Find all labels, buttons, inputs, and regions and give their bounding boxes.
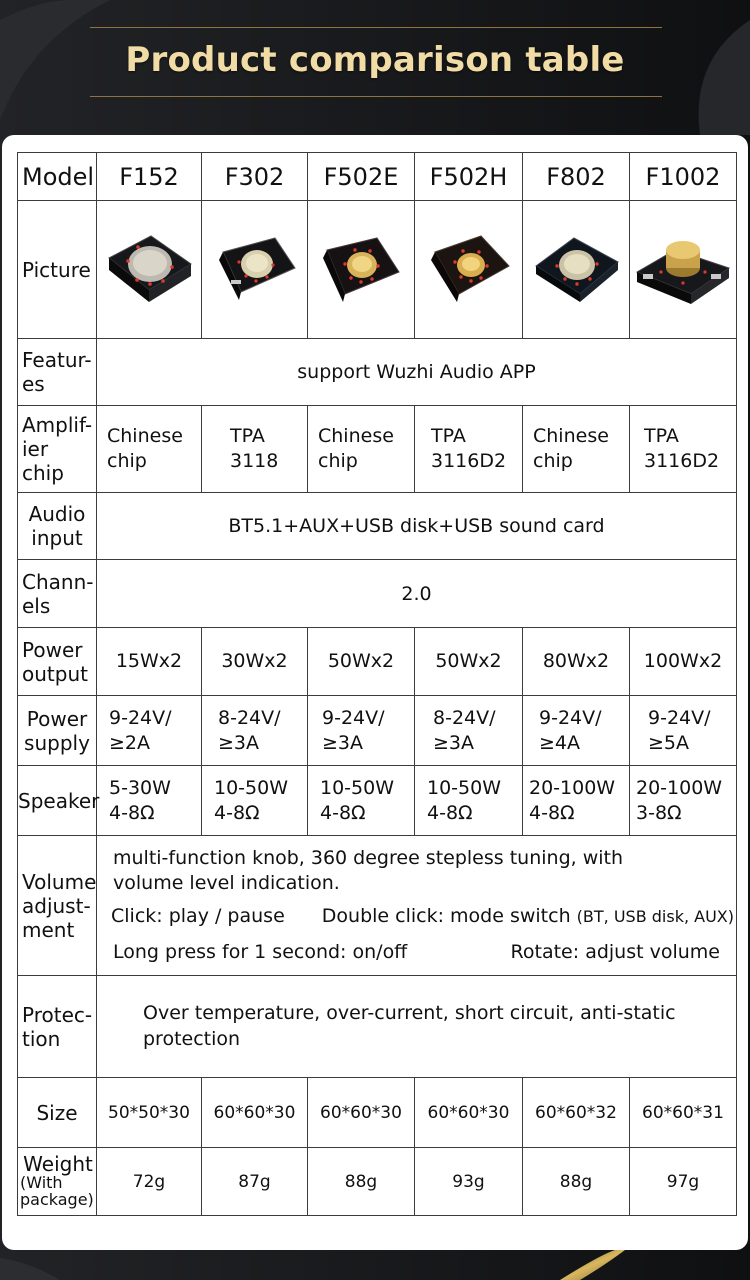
comparison-table	[17, 152, 737, 1216]
amplifier-value: Chinese chip	[308, 406, 415, 493]
amplifier-board-icon	[209, 228, 301, 312]
product-picture	[97, 201, 202, 339]
speaker-value: 10-50W 4-8Ω	[202, 766, 308, 836]
amplifier-value: TPA 3118	[202, 406, 308, 493]
picture-label: Picture	[18, 201, 97, 339]
size-value: 50*50*30	[97, 1078, 202, 1148]
size-value: 60*60*32	[523, 1078, 630, 1148]
features-label: Featur- es	[18, 339, 97, 406]
row-weight	[18, 1148, 737, 1216]
model-name: F802	[523, 153, 630, 201]
speaker-value: 20-100W 4-8Ω	[523, 766, 630, 836]
power-output-value: 30Wx2	[202, 628, 308, 696]
volume-double-click-detail: (BT, USB disk, AUX)	[576, 906, 734, 926]
header-bottom-rule	[90, 96, 662, 97]
power-output-value: 100Wx2	[630, 628, 737, 696]
power-output-label: Power output	[18, 628, 97, 696]
row-volume-adjustment	[18, 836, 737, 976]
volume-click: Click: play / pause	[111, 904, 285, 927]
power-output-value: 50Wx2	[415, 628, 523, 696]
size-label: Size	[18, 1078, 97, 1148]
speaker-value: 10-50W 4-8Ω	[308, 766, 415, 836]
protection-value: Over temperature, over-current, short circuit, anti-static protection	[97, 976, 737, 1078]
power-supply-value: 9-24V/ ≥3A	[308, 696, 415, 766]
comparison-card	[2, 135, 748, 1250]
product-picture	[202, 201, 308, 339]
power-supply-label: Power supply	[18, 696, 97, 766]
weight-value: 97g	[630, 1148, 737, 1216]
model-name: F152	[97, 153, 202, 201]
audio-input-label: Audio input	[18, 493, 97, 560]
amplifier-value: Chinese chip	[97, 406, 202, 493]
amplifier-board-icon	[423, 228, 515, 312]
weight-value: 88g	[308, 1148, 415, 1216]
amplifier-board-icon	[315, 228, 407, 312]
row-power-output	[18, 628, 737, 696]
power-supply-value: 9-24V/ ≥2A	[97, 696, 202, 766]
volume-label: Volume adjust- ment	[18, 836, 97, 976]
speaker-value: 10-50W 4-8Ω	[415, 766, 523, 836]
speaker-value: 20-100W 3-8Ω	[630, 766, 737, 836]
audio-input-value: BT5.1+AUX+USB disk+USB sound card	[97, 493, 737, 560]
model-label: Model	[18, 153, 97, 201]
amplifier-board-icon	[528, 228, 624, 312]
volume-click-row	[111, 904, 734, 929]
row-size	[18, 1078, 737, 1148]
weight-value: 93g	[415, 1148, 523, 1216]
row-picture	[18, 201, 737, 339]
page-header	[0, 0, 750, 135]
model-name: F502H	[415, 153, 523, 201]
volume-double-click-group	[322, 904, 734, 929]
power-supply-value: 8-24V/ ≥3A	[202, 696, 308, 766]
power-supply-value: 8-24V/ ≥3A	[415, 696, 523, 766]
row-model	[18, 153, 737, 201]
volume-double-click: Double click: mode switch	[321, 904, 571, 927]
power-output-value: 80Wx2	[523, 628, 630, 696]
speaker-label: Speaker	[18, 766, 97, 836]
power-supply-value: 9-24V/ ≥4A	[523, 696, 630, 766]
volume-description: multi-function knob, 360 degree stepless tuning, with volume level indication.	[113, 847, 624, 894]
channels-label: Chann- els	[18, 560, 97, 628]
amplifier-value: TPA 3116D2	[630, 406, 737, 493]
product-picture	[630, 201, 737, 339]
volume-value	[97, 836, 737, 976]
power-output-value: 15Wx2	[97, 628, 202, 696]
channels-value: 2.0	[97, 560, 737, 628]
protection-label: Protec- tion	[18, 976, 97, 1078]
product-picture	[308, 201, 415, 339]
amplifier-value: Chinese chip	[523, 406, 630, 493]
row-features	[18, 339, 737, 406]
weight-sublabel: (With package)	[20, 1173, 94, 1209]
model-name: F302	[202, 153, 308, 201]
row-speaker	[18, 766, 737, 836]
size-value: 60*60*30	[202, 1078, 308, 1148]
amplifier-value: TPA 3116D2	[415, 406, 523, 493]
power-supply-value: 9-24V/ ≥5A	[630, 696, 737, 766]
row-audio-input	[18, 493, 737, 560]
weight-value: 72g	[97, 1148, 202, 1216]
model-name: F502E	[308, 153, 415, 201]
row-protection	[18, 976, 737, 1078]
volume-rotate: Rotate: adjust volume	[510, 941, 720, 964]
volume-long-press: Long press for 1 second: on/off	[113, 941, 408, 964]
row-amplifier-chip	[18, 406, 737, 493]
amplifier-board-icon	[101, 228, 197, 312]
product-picture	[415, 201, 523, 339]
power-output-value: 50Wx2	[308, 628, 415, 696]
model-name: F1002	[630, 153, 737, 201]
product-picture	[523, 201, 630, 339]
speaker-value: 5-30W 4-8Ω	[97, 766, 202, 836]
row-power-supply	[18, 696, 737, 766]
size-value: 60*60*31	[630, 1078, 737, 1148]
amplifier-board-icon	[633, 228, 733, 312]
weight-label-cell	[18, 1148, 97, 1216]
amplifier-label: Amplif- ier chip	[18, 406, 97, 493]
weight-value: 87g	[202, 1148, 308, 1216]
row-channels	[18, 560, 737, 628]
header-top-rule	[90, 27, 662, 28]
size-value: 60*60*30	[308, 1078, 415, 1148]
weight-label: Weight	[23, 1152, 93, 1177]
size-value: 60*60*30	[415, 1078, 523, 1148]
features-value: support Wuzhi Audio APP	[97, 339, 737, 406]
page-title: Product comparison table	[125, 40, 625, 80]
weight-value: 88g	[523, 1148, 630, 1216]
volume-press-row	[113, 940, 720, 965]
